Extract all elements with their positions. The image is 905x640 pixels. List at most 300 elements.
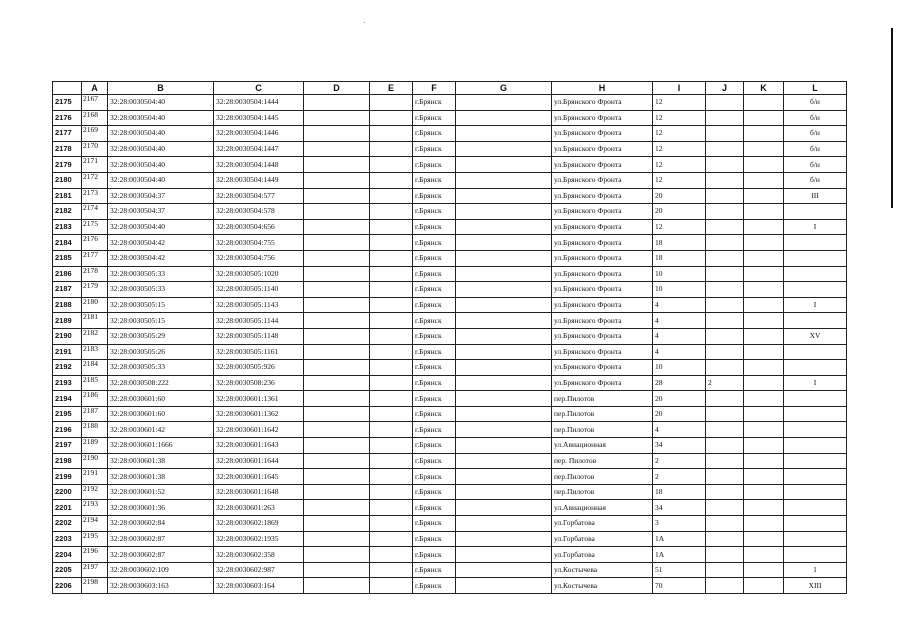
cell-i[interactable]: 10 xyxy=(653,266,706,282)
cell-a[interactable] xyxy=(82,95,108,111)
cell-a[interactable] xyxy=(82,141,108,157)
cell-f[interactable]: г.Брянск xyxy=(413,219,456,235)
column-header-l[interactable]: L xyxy=(784,82,847,95)
cell-e[interactable] xyxy=(370,297,413,313)
cell-a[interactable] xyxy=(82,562,108,578)
cell-h[interactable]: ул.Горбатова xyxy=(552,547,653,563)
corner-header[interactable] xyxy=(53,82,82,95)
cell-d[interactable] xyxy=(304,266,370,282)
row-number[interactable]: 2200 xyxy=(53,484,82,500)
cell-b[interactable]: 32:28:0030601:36 xyxy=(108,500,214,516)
cell-b[interactable]: 32:28:0030602:84 xyxy=(108,516,214,532)
cell-i[interactable]: 4 xyxy=(653,328,706,344)
row-number[interactable]: 2192 xyxy=(53,360,82,376)
cell-a[interactable] xyxy=(82,219,108,235)
row-number[interactable]: 2183 xyxy=(53,219,82,235)
cell-f[interactable]: г.Брянск xyxy=(413,250,456,266)
cell-c[interactable]: 32:28:0030504:1444 xyxy=(214,95,304,111)
cell-e[interactable] xyxy=(370,391,413,407)
cell-j[interactable] xyxy=(706,235,744,251)
cell-f[interactable]: г.Брянск xyxy=(413,422,456,438)
row-number[interactable]: 2201 xyxy=(53,500,82,516)
cell-g[interactable] xyxy=(456,360,552,376)
cell-f[interactable]: г.Брянск xyxy=(413,438,456,454)
cell-c[interactable]: 32:28:0030601:1362 xyxy=(214,406,304,422)
cell-d[interactable] xyxy=(304,453,370,469)
cell-b[interactable]: 32:28:0030505:33 xyxy=(108,266,214,282)
cell-b[interactable]: 32:28:0030505:15 xyxy=(108,297,214,313)
cell-e[interactable] xyxy=(370,500,413,516)
cell-a[interactable] xyxy=(82,406,108,422)
cell-d[interactable] xyxy=(304,422,370,438)
cell-i[interactable]: 10 xyxy=(653,360,706,376)
cell-i[interactable]: 12 xyxy=(653,172,706,188)
cell-a[interactable] xyxy=(82,126,108,142)
cell-l[interactable]: б/н xyxy=(784,110,847,126)
cell-l[interactable]: I xyxy=(784,375,847,391)
column-header-h[interactable]: H xyxy=(552,82,653,95)
cell-h[interactable]: пер.Пилотов xyxy=(552,391,653,407)
cell-g[interactable] xyxy=(456,516,552,532)
cell-e[interactable] xyxy=(370,422,413,438)
cell-d[interactable] xyxy=(304,578,370,594)
cell-k[interactable] xyxy=(744,95,784,111)
cell-j[interactable] xyxy=(706,406,744,422)
cell-l[interactable] xyxy=(784,453,847,469)
cell-c[interactable]: 32:28:0030505:1143 xyxy=(214,297,304,313)
cell-k[interactable] xyxy=(744,188,784,204)
cell-j[interactable] xyxy=(706,469,744,485)
cell-f[interactable]: г.Брянск xyxy=(413,172,456,188)
cell-b[interactable]: 32:28:0030504:40 xyxy=(108,110,214,126)
cell-g[interactable] xyxy=(456,95,552,111)
cell-a[interactable] xyxy=(82,282,108,298)
cell-h[interactable]: ул.Брянского Фронта xyxy=(552,204,653,220)
cell-i[interactable]: 51 xyxy=(653,562,706,578)
cell-l[interactable] xyxy=(784,344,847,360)
cell-g[interactable] xyxy=(456,172,552,188)
cell-f[interactable]: г.Брянск xyxy=(413,282,456,298)
cell-c[interactable]: 32:28:0030601:1643 xyxy=(214,438,304,454)
cell-f[interactable]: г.Брянск xyxy=(413,453,456,469)
cell-f[interactable]: г.Брянск xyxy=(413,328,456,344)
cell-f[interactable]: г.Брянск xyxy=(413,344,456,360)
cell-d[interactable] xyxy=(304,172,370,188)
cell-l[interactable]: б/н xyxy=(784,126,847,142)
cell-j[interactable] xyxy=(706,578,744,594)
cell-g[interactable] xyxy=(456,266,552,282)
cell-c[interactable]: 32:28:0030601:263 xyxy=(214,500,304,516)
cell-b[interactable]: 32:28:0030601:1666 xyxy=(108,438,214,454)
column-header-k[interactable]: K xyxy=(744,82,784,95)
cell-c[interactable]: 32:28:0030505:1144 xyxy=(214,313,304,329)
row-number[interactable]: 2198 xyxy=(53,453,82,469)
cell-b[interactable]: 32:28:0030504:40 xyxy=(108,172,214,188)
cell-d[interactable] xyxy=(304,469,370,485)
cell-k[interactable] xyxy=(744,500,784,516)
cell-d[interactable] xyxy=(304,438,370,454)
cell-d[interactable] xyxy=(304,95,370,111)
cell-l[interactable]: I xyxy=(784,297,847,313)
cell-i[interactable]: 70 xyxy=(653,578,706,594)
cell-c[interactable]: 32:28:0030505:1161 xyxy=(214,344,304,360)
cell-f[interactable]: г.Брянск xyxy=(413,235,456,251)
cell-f[interactable]: г.Брянск xyxy=(413,110,456,126)
cell-b[interactable]: 32:28:0030601:60 xyxy=(108,406,214,422)
cell-e[interactable] xyxy=(370,95,413,111)
cell-b[interactable]: 32:28:0030602:87 xyxy=(108,547,214,563)
cell-i[interactable]: 20 xyxy=(653,406,706,422)
cell-a[interactable] xyxy=(82,328,108,344)
cell-b[interactable]: 32:28:0030601:42 xyxy=(108,422,214,438)
cell-i[interactable]: 3 xyxy=(653,516,706,532)
cell-b[interactable]: 32:28:0030602:109 xyxy=(108,562,214,578)
row-number[interactable]: 2187 xyxy=(53,282,82,298)
row-number[interactable]: 2177 xyxy=(53,126,82,142)
cell-b[interactable]: 32:28:0030504:42 xyxy=(108,250,214,266)
cell-k[interactable] xyxy=(744,297,784,313)
cell-j[interactable]: 2 xyxy=(706,375,744,391)
cell-g[interactable] xyxy=(456,328,552,344)
cell-l[interactable]: I xyxy=(784,219,847,235)
cell-e[interactable] xyxy=(370,126,413,142)
cell-c[interactable]: 32:28:0030602:987 xyxy=(214,562,304,578)
cell-h[interactable]: ул.Брянского Фронта xyxy=(552,172,653,188)
cell-b[interactable]: 32:28:0030602:87 xyxy=(108,531,214,547)
cell-j[interactable] xyxy=(706,110,744,126)
cell-j[interactable] xyxy=(706,500,744,516)
cell-g[interactable] xyxy=(456,453,552,469)
cell-d[interactable] xyxy=(304,547,370,563)
cell-g[interactable] xyxy=(456,219,552,235)
cell-b[interactable]: 32:28:0030505:15 xyxy=(108,313,214,329)
cell-g[interactable] xyxy=(456,141,552,157)
row-number[interactable]: 2197 xyxy=(53,438,82,454)
row-number[interactable]: 2194 xyxy=(53,391,82,407)
cell-d[interactable] xyxy=(304,157,370,173)
cell-h[interactable]: ул.Брянского Фронта xyxy=(552,95,653,111)
cell-g[interactable] xyxy=(456,188,552,204)
cell-i[interactable]: 20 xyxy=(653,188,706,204)
cell-d[interactable] xyxy=(304,235,370,251)
cell-h[interactable]: ул.Брянского Фронта xyxy=(552,328,653,344)
cell-a[interactable] xyxy=(82,469,108,485)
cell-j[interactable] xyxy=(706,516,744,532)
cell-j[interactable] xyxy=(706,453,744,469)
cell-k[interactable] xyxy=(744,360,784,376)
cell-j[interactable] xyxy=(706,562,744,578)
cell-c[interactable]: 32:28:0030504:756 xyxy=(214,250,304,266)
cell-k[interactable] xyxy=(744,141,784,157)
cell-j[interactable] xyxy=(706,344,744,360)
cell-a[interactable] xyxy=(82,157,108,173)
cell-e[interactable] xyxy=(370,375,413,391)
cell-f[interactable]: г.Брянск xyxy=(413,375,456,391)
cell-j[interactable] xyxy=(706,250,744,266)
cell-h[interactable]: ул.Брянского Фронта xyxy=(552,282,653,298)
column-header-a[interactable]: A xyxy=(82,82,108,95)
cell-d[interactable] xyxy=(304,484,370,500)
cell-g[interactable] xyxy=(456,422,552,438)
cell-l[interactable]: б/н xyxy=(784,172,847,188)
cell-i[interactable]: 1А xyxy=(653,531,706,547)
row-number[interactable]: 2196 xyxy=(53,422,82,438)
row-number[interactable]: 2199 xyxy=(53,469,82,485)
cell-c[interactable]: 32:28:0030505:1148 xyxy=(214,328,304,344)
cell-h[interactable]: ул.Брянского Фронта xyxy=(552,110,653,126)
cell-g[interactable] xyxy=(456,484,552,500)
cell-g[interactable] xyxy=(456,375,552,391)
cell-e[interactable] xyxy=(370,235,413,251)
cell-b[interactable]: 32:28:0030603:163 xyxy=(108,578,214,594)
cell-b[interactable]: 32:28:0030504:37 xyxy=(108,188,214,204)
cell-l[interactable] xyxy=(784,469,847,485)
cell-i[interactable]: 4 xyxy=(653,422,706,438)
row-number[interactable]: 2195 xyxy=(53,406,82,422)
cell-e[interactable] xyxy=(370,172,413,188)
cell-j[interactable] xyxy=(706,531,744,547)
cell-g[interactable] xyxy=(456,406,552,422)
cell-i[interactable]: 2 xyxy=(653,453,706,469)
cell-l[interactable]: 1 xyxy=(784,562,847,578)
cell-j[interactable] xyxy=(706,297,744,313)
column-header-e[interactable]: E xyxy=(370,82,413,95)
cell-j[interactable] xyxy=(706,157,744,173)
cell-c[interactable]: 32:28:0030601:1648 xyxy=(214,484,304,500)
cell-c[interactable]: 32:28:0030602:1869 xyxy=(214,516,304,532)
cell-e[interactable] xyxy=(370,188,413,204)
cell-b[interactable]: 32:28:0030504:42 xyxy=(108,235,214,251)
cell-l[interactable]: б/н xyxy=(784,141,847,157)
cell-b[interactable]: 32:28:0030504:40 xyxy=(108,219,214,235)
cell-e[interactable] xyxy=(370,250,413,266)
row-number[interactable]: 2182 xyxy=(53,204,82,220)
cell-k[interactable] xyxy=(744,250,784,266)
cell-c[interactable]: 32:28:0030505:1020 xyxy=(214,266,304,282)
cell-k[interactable] xyxy=(744,266,784,282)
cell-i[interactable]: 34 xyxy=(653,500,706,516)
column-header-j[interactable]: J xyxy=(706,82,744,95)
cell-h[interactable]: ул.Брянского Фронта xyxy=(552,250,653,266)
cell-g[interactable] xyxy=(456,313,552,329)
cell-i[interactable]: 10 xyxy=(653,282,706,298)
cell-a[interactable] xyxy=(82,313,108,329)
cell-e[interactable] xyxy=(370,266,413,282)
cell-c[interactable]: 32:28:0030601:1644 xyxy=(214,453,304,469)
cell-a[interactable] xyxy=(82,547,108,563)
cell-k[interactable] xyxy=(744,438,784,454)
cell-e[interactable] xyxy=(370,219,413,235)
cell-i[interactable]: 12 xyxy=(653,141,706,157)
cell-l[interactable] xyxy=(784,547,847,563)
cell-h[interactable]: ул.Брянского Фронта xyxy=(552,126,653,142)
row-number[interactable]: 2186 xyxy=(53,266,82,282)
cell-g[interactable] xyxy=(456,204,552,220)
cell-h[interactable]: ул.Авиационная xyxy=(552,438,653,454)
cell-a[interactable] xyxy=(82,266,108,282)
cell-c[interactable]: 32:28:0030504:755 xyxy=(214,235,304,251)
cell-a[interactable] xyxy=(82,500,108,516)
cell-g[interactable] xyxy=(456,297,552,313)
cell-h[interactable]: ул.Брянского Фронта xyxy=(552,141,653,157)
cell-k[interactable] xyxy=(744,469,784,485)
cell-g[interactable] xyxy=(456,282,552,298)
column-header-c[interactable]: C xyxy=(214,82,304,95)
row-number[interactable]: 2175 xyxy=(53,95,82,111)
cell-b[interactable]: 32:28:0030505:33 xyxy=(108,282,214,298)
cell-l[interactable] xyxy=(784,500,847,516)
cell-a[interactable] xyxy=(82,531,108,547)
cell-e[interactable] xyxy=(370,484,413,500)
cell-k[interactable] xyxy=(744,422,784,438)
cell-j[interactable] xyxy=(706,219,744,235)
cell-j[interactable] xyxy=(706,95,744,111)
cell-l[interactable] xyxy=(784,235,847,251)
cell-j[interactable] xyxy=(706,484,744,500)
cell-l[interactable]: б/н xyxy=(784,157,847,173)
cell-l[interactable] xyxy=(784,484,847,500)
row-number[interactable]: 2206 xyxy=(53,578,82,594)
cell-j[interactable] xyxy=(706,438,744,454)
cell-e[interactable] xyxy=(370,313,413,329)
row-number[interactable]: 2180 xyxy=(53,172,82,188)
row-number[interactable]: 2181 xyxy=(53,188,82,204)
cell-d[interactable] xyxy=(304,110,370,126)
cell-f[interactable]: г.Брянск xyxy=(413,95,456,111)
cell-l[interactable] xyxy=(784,282,847,298)
row-number[interactable]: 2190 xyxy=(53,328,82,344)
cell-c[interactable]: 32:28:0030504:1448 xyxy=(214,157,304,173)
cell-b[interactable]: 32:28:0030505:29 xyxy=(108,328,214,344)
cell-i[interactable]: 2 xyxy=(653,469,706,485)
cell-j[interactable] xyxy=(706,391,744,407)
cell-l[interactable]: XIII xyxy=(784,578,847,594)
cell-c[interactable]: 32:28:0030508:236 xyxy=(214,375,304,391)
cell-c[interactable]: 32:28:0030504:1445 xyxy=(214,110,304,126)
cell-k[interactable] xyxy=(744,219,784,235)
cell-f[interactable]: г.Брянск xyxy=(413,313,456,329)
cell-l[interactable] xyxy=(784,531,847,547)
cell-g[interactable] xyxy=(456,469,552,485)
cell-h[interactable]: ул.Брянского Фронта xyxy=(552,344,653,360)
row-number[interactable]: 2184 xyxy=(53,235,82,251)
cell-i[interactable]: 12 xyxy=(653,157,706,173)
cell-j[interactable] xyxy=(706,188,744,204)
cell-h[interactable]: пер.Пилотов xyxy=(552,484,653,500)
cell-l[interactable] xyxy=(784,250,847,266)
cell-g[interactable] xyxy=(456,562,552,578)
column-header-d[interactable]: D xyxy=(304,82,370,95)
cell-b[interactable]: 32:28:0030601:52 xyxy=(108,484,214,500)
cell-j[interactable] xyxy=(706,547,744,563)
cell-b[interactable]: 32:28:0030505:33 xyxy=(108,360,214,376)
cell-d[interactable] xyxy=(304,406,370,422)
cell-b[interactable]: 32:28:0030601:60 xyxy=(108,391,214,407)
cell-k[interactable] xyxy=(744,313,784,329)
cell-f[interactable]: г.Брянск xyxy=(413,391,456,407)
cell-b[interactable]: 32:28:0030504:40 xyxy=(108,157,214,173)
cell-a[interactable] xyxy=(82,297,108,313)
cell-l[interactable]: III xyxy=(784,188,847,204)
cell-l[interactable] xyxy=(784,313,847,329)
cell-i[interactable]: 34 xyxy=(653,438,706,454)
cell-l[interactable]: XV xyxy=(784,328,847,344)
cell-c[interactable]: 32:28:0030504:578 xyxy=(214,204,304,220)
cell-b[interactable]: 32:28:0030601:38 xyxy=(108,469,214,485)
cell-k[interactable] xyxy=(744,578,784,594)
cell-k[interactable] xyxy=(744,547,784,563)
cell-i[interactable]: 20 xyxy=(653,204,706,220)
cell-f[interactable]: г.Брянск xyxy=(413,531,456,547)
cell-g[interactable] xyxy=(456,157,552,173)
cell-a[interactable] xyxy=(82,578,108,594)
cell-h[interactable]: пер. Пилотов xyxy=(552,453,653,469)
cell-d[interactable] xyxy=(304,562,370,578)
cell-g[interactable] xyxy=(456,391,552,407)
cell-h[interactable]: ул.Брянского Фронта xyxy=(552,297,653,313)
cell-d[interactable] xyxy=(304,391,370,407)
cell-i[interactable]: 12 xyxy=(653,219,706,235)
row-number[interactable]: 2188 xyxy=(53,297,82,313)
cell-k[interactable] xyxy=(744,516,784,532)
cell-e[interactable] xyxy=(370,562,413,578)
cell-h[interactable]: пер.Пилотов xyxy=(552,469,653,485)
row-number[interactable]: 2205 xyxy=(53,562,82,578)
cell-d[interactable] xyxy=(304,328,370,344)
cell-d[interactable] xyxy=(304,141,370,157)
cell-g[interactable] xyxy=(456,438,552,454)
cell-f[interactable]: г.Брянск xyxy=(413,188,456,204)
cell-i[interactable]: 28 xyxy=(653,375,706,391)
cell-i[interactable]: 18 xyxy=(653,250,706,266)
cell-i[interactable]: 18 xyxy=(653,484,706,500)
cell-j[interactable] xyxy=(706,282,744,298)
cell-k[interactable] xyxy=(744,531,784,547)
cell-d[interactable] xyxy=(304,250,370,266)
cell-k[interactable] xyxy=(744,172,784,188)
cell-h[interactable]: пер.Пилотов xyxy=(552,422,653,438)
cell-i[interactable]: 4 xyxy=(653,344,706,360)
cell-a[interactable] xyxy=(82,188,108,204)
cell-a[interactable] xyxy=(82,204,108,220)
cell-l[interactable] xyxy=(784,438,847,454)
cell-l[interactable] xyxy=(784,406,847,422)
cell-k[interactable] xyxy=(744,110,784,126)
cell-e[interactable] xyxy=(370,360,413,376)
cell-b[interactable]: 32:28:0030504:40 xyxy=(108,95,214,111)
cell-e[interactable] xyxy=(370,469,413,485)
cell-d[interactable] xyxy=(304,500,370,516)
column-header-g[interactable]: G xyxy=(456,82,552,95)
cell-i[interactable]: 12 xyxy=(653,110,706,126)
cell-g[interactable] xyxy=(456,250,552,266)
cell-c[interactable]: 32:28:0030505:926 xyxy=(214,360,304,376)
row-number[interactable]: 2189 xyxy=(53,313,82,329)
cell-c[interactable]: 32:28:0030504:1447 xyxy=(214,141,304,157)
cell-d[interactable] xyxy=(304,282,370,298)
cell-e[interactable] xyxy=(370,578,413,594)
column-header-b[interactable]: B xyxy=(108,82,214,95)
cell-f[interactable]: г.Брянск xyxy=(413,484,456,500)
cell-a[interactable] xyxy=(82,453,108,469)
cell-d[interactable] xyxy=(304,516,370,532)
cell-h[interactable]: ул.Костычева xyxy=(552,562,653,578)
cell-k[interactable] xyxy=(744,484,784,500)
cell-a[interactable] xyxy=(82,250,108,266)
cell-f[interactable]: г.Брянск xyxy=(413,406,456,422)
cell-i[interactable]: 4 xyxy=(653,297,706,313)
cell-e[interactable] xyxy=(370,141,413,157)
